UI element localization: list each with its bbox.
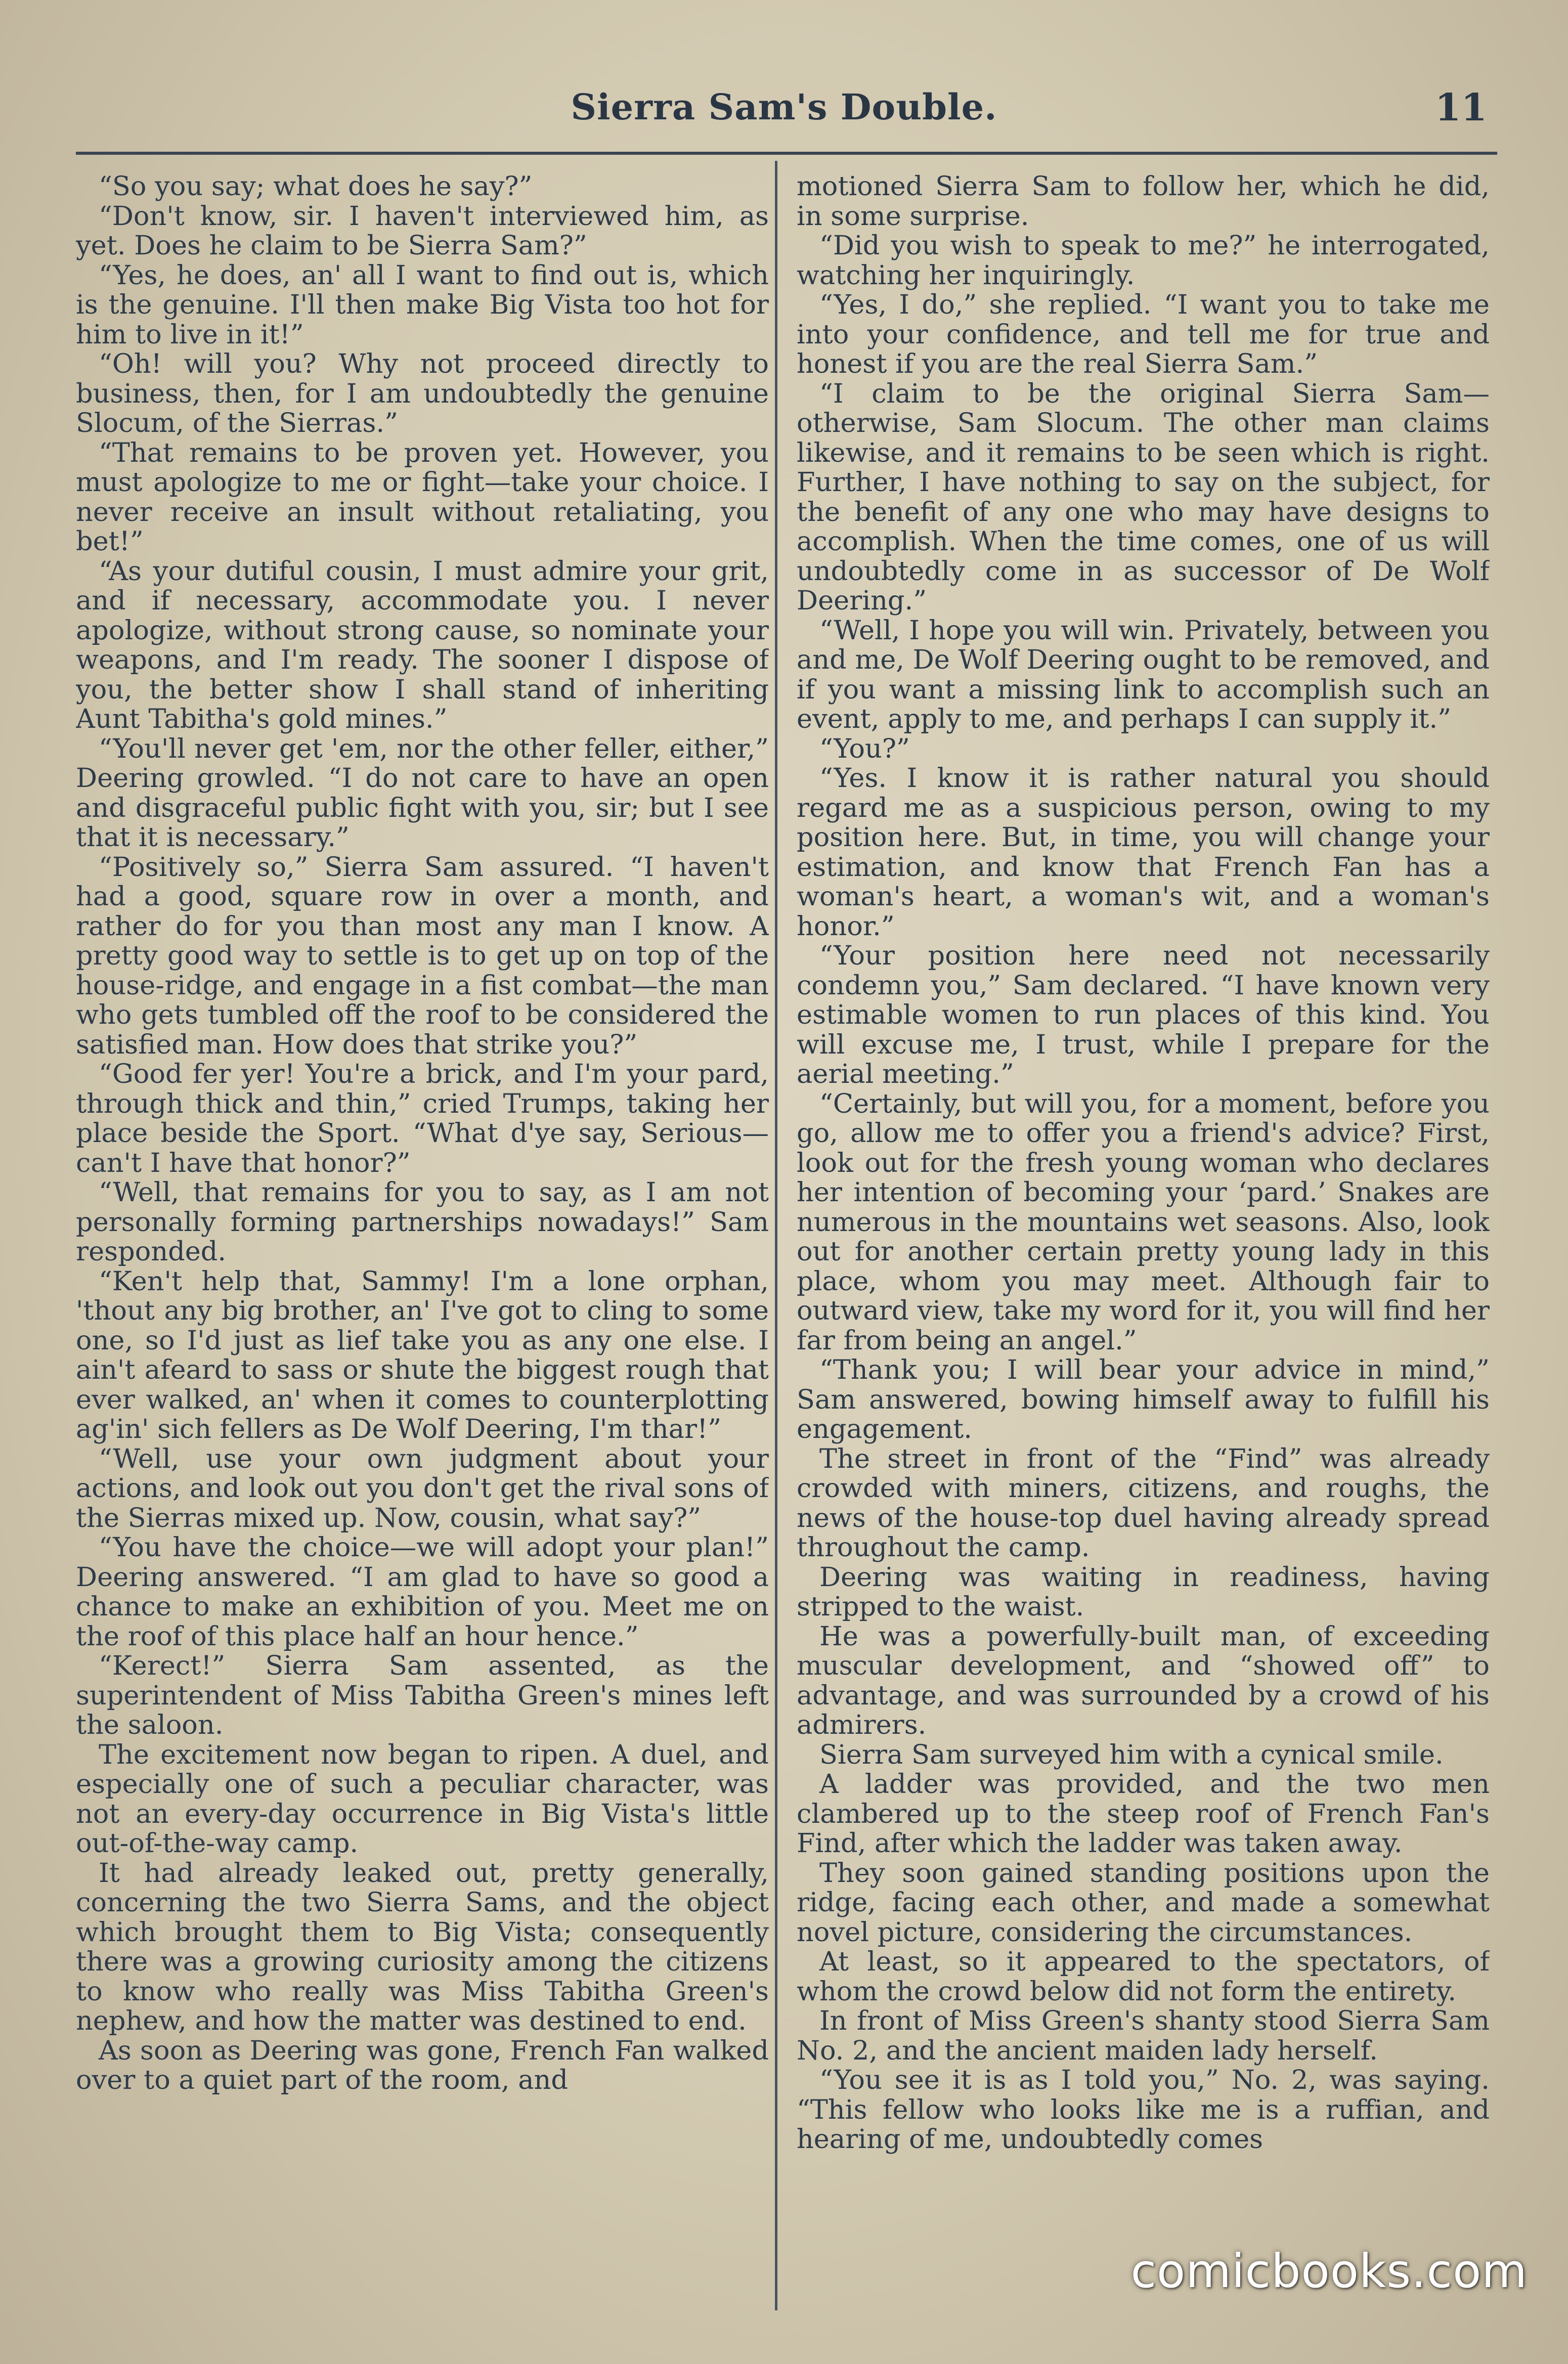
paragraph: “That remains to be proven yet. However, you must apologize to me or fight—take your choice. I never receive an insult without retaliating, you bet!” xyxy=(76,437,769,557)
paragraph: “As your dutiful cousin, I must admire your grit, and if necessary, accommodate you. I never apologize, without strong cause, so nominate your weapons, and I'm ready. The sooner I dispose of you, the better show I shall stand of inheriting Aunt Tabitha's gold mines.” xyxy=(76,555,769,734)
paragraph: Deering was waiting in readiness, having stripped to the waist. xyxy=(797,1561,1490,1622)
paragraph: “Well, use your own judgment about your actions, and look out you don't get the rival sons of the Sierras mixed up. Now, cousin, what say?” xyxy=(76,1443,769,1534)
paragraph: “Did you wish to speak to me?” he interrogated, watching her inquiringly. xyxy=(797,230,1490,291)
running-title: Sierra Sam's Double. xyxy=(571,86,997,128)
paragraph: “Kerect!” Sierra Sam assented, as the superintendent of Miss Tabitha Green's mines left the saloon. xyxy=(76,1650,769,1740)
paragraph: “Well, I hope you will win. Privately, between you and me, De Wolf Deering ought to be removed, and if you want a missing link to accomplish such an event, apply to me, and perhaps I can supply it.” xyxy=(797,615,1490,734)
paragraph: As soon as Deering was gone, French Fan walked over to a quiet part of the room, and xyxy=(76,2035,769,2095)
paragraph: “Your position here need not necessarily condemn you,” Sam declared. “I have known very estimable women to run places of this kind. You will excuse me, I trust, while I prepare for the aerial meeting.” xyxy=(797,940,1490,1089)
paragraph: “Oh! will you? Why not proceed directly to business, then, for I am undoubtedly the genuine Slocum, of the Sierras.” xyxy=(76,348,769,439)
header-rule xyxy=(76,152,1497,155)
paragraph: “Good fer yer! You're a brick, and I'm your pard, through thick and thin,” cried Trumps, taking her place beside the Sport. “What d'ye say, Serious—can't I have that honor?” xyxy=(76,1059,769,1178)
paragraph: “Yes. I know it is rather natural you should regard me as a suspicious person, owing to my position here. But, in time, you will change your estimation, and know that French Fan has a woman's heart, a woman's wit, and a woman's honor.” xyxy=(797,763,1490,942)
paragraph: The excitement now began to ripen. A duel, and especially one of such a peculiar character, was not an every-day occurrence in Big Vista's little out-of-the-way camp. xyxy=(76,1739,769,1859)
paragraph: “You'll never get 'em, nor the other feller, either,” Deering growled. “I do not care to have an open and disgraceful public fight with you, sir; but I see that it is necessary.” xyxy=(76,733,769,853)
paragraph: “Ken't help that, Sammy! I'm a lone orphan, 'thout any big brother, an' I've got to cling to some one, so I'd just as lief take you as any one else. I ain't afeard to sass or shute the biggest rough that ever walked, an' when it comes to counterplotting ag'in' sich fellers as De Wolf Deering, I'm thar!” xyxy=(76,1265,769,1444)
paragraph: A ladder was provided, and the two men clambered up to the steep roof of French Fan's Find, after which the ladder was taken away. xyxy=(797,1769,1490,1859)
paragraph: “Yes, I do,” she replied. “I want you to take me into your confidence, and tell me for true and honest if you are the real Sierra Sam.” xyxy=(797,289,1490,379)
watermark: comicbooks.com xyxy=(1130,2244,1528,2298)
paragraph: “Don't know, sir. I haven't interviewed him, as yet. Does he claim to be Sierra Sam?” xyxy=(76,200,769,261)
paragraph: “Positively so,” Sierra Sam assured. “I haven't had a good, square row in over a month, and rather do for you than most any man I know. A pretty good way to settle is to get up on top of the house-ridge, and engage in a fist combat—the man who gets tumbled off the roof to be considered the satisfied man. How does that strike you?” xyxy=(76,851,769,1060)
paragraph: In front of Miss Green's shanty stood Sierra Sam No. 2, and the ancient maiden lady herself. xyxy=(797,2005,1490,2066)
page-number: 11 xyxy=(1435,86,1487,129)
paragraph: “So you say; what does he say?” xyxy=(99,172,533,202)
paragraph: At least, so it appeared to the spectators, of whom the crowd below did not form the entirety. xyxy=(797,1946,1490,2007)
paragraph: “You see it is as I told you,” No. 2, was saying. “This fellow who looks like me is a ruffian, and hearing of me, undoubtedly comes xyxy=(797,2065,1490,2155)
paragraph: “You have the choice—we will adopt your plan!” Deering answered. “I am glad to have so good a chance to make an exhibition of you. Meet me on the roof of this place half an hour hence.” xyxy=(76,1532,769,1652)
paragraph: “Certainly, but will you, for a moment, before you go, allow me to offer you a friend's advice? First, look out for the fresh young woman who declares her intention of becoming your ‘pard.’ Snakes are numerous in the mountains wet seasons. Also, look out for another certain pretty young lady in this place, whom you may meet. Although fair to outward view, take my word for it, you will find her far from being an angel.” xyxy=(797,1088,1490,1356)
paragraph: “Thank you; I will bear your advice in mind,” Sam answered, bowing himself away to fulfill his engagement. xyxy=(797,1354,1490,1444)
paragraph: He was a powerfully-built man, of exceeding muscular development, and “showed off” to advantage, and was surrounded by a crowd of his admirers. xyxy=(797,1621,1490,1740)
page-header xyxy=(0,86,1568,142)
paragraph: “Yes, he does, an' all I want to find out is, which is the genuine. I'll then make Big Vista too hot for him to live in it!” xyxy=(76,259,769,350)
paragraph: “I claim to be the original Sierra Sam—otherwise, Sam Slocum. The other man claims likewise, and it remains to be seen which is right. Further, I have nothing to say on the subject, for the benefit of any one who may have designs to accomplish. When the time comes, one of us will undoubtedly come in as successor of De Wolf Deering.” xyxy=(797,378,1490,616)
paragraph: It had already leaked out, pretty generally, concerning the two Sierra Sams, and the object which brought them to Big Vista; consequently there was a growing curiosity among the citizens to know who really was Miss Tabitha Green's nephew, and how the matter was destined to end. xyxy=(76,1857,769,2036)
paragraph: “Well, that remains for you to say, as I am not personally forming partnerships nowadays!” Sam responded. xyxy=(76,1177,769,1267)
paragraph: Sierra Sam surveyed him with a cynical smile. xyxy=(819,1739,1444,1770)
column-rule xyxy=(775,161,777,2310)
left-column xyxy=(76,172,769,2296)
right-column xyxy=(797,172,1490,2296)
paragraph: “You?” xyxy=(819,733,910,764)
paragraph: The street in front of the “Find” was already crowded with miners, citizens, and roughs, the news of the house-top duel having already spread throughout the camp. xyxy=(797,1443,1490,1563)
paragraph: They soon gained standing positions upon the ridge, facing each other, and made a somewhat novel picture, considering the circumstances. xyxy=(797,1857,1490,1948)
paragraph: motioned Sierra Sam to follow her, which he did, in some surprise. xyxy=(797,172,1490,232)
